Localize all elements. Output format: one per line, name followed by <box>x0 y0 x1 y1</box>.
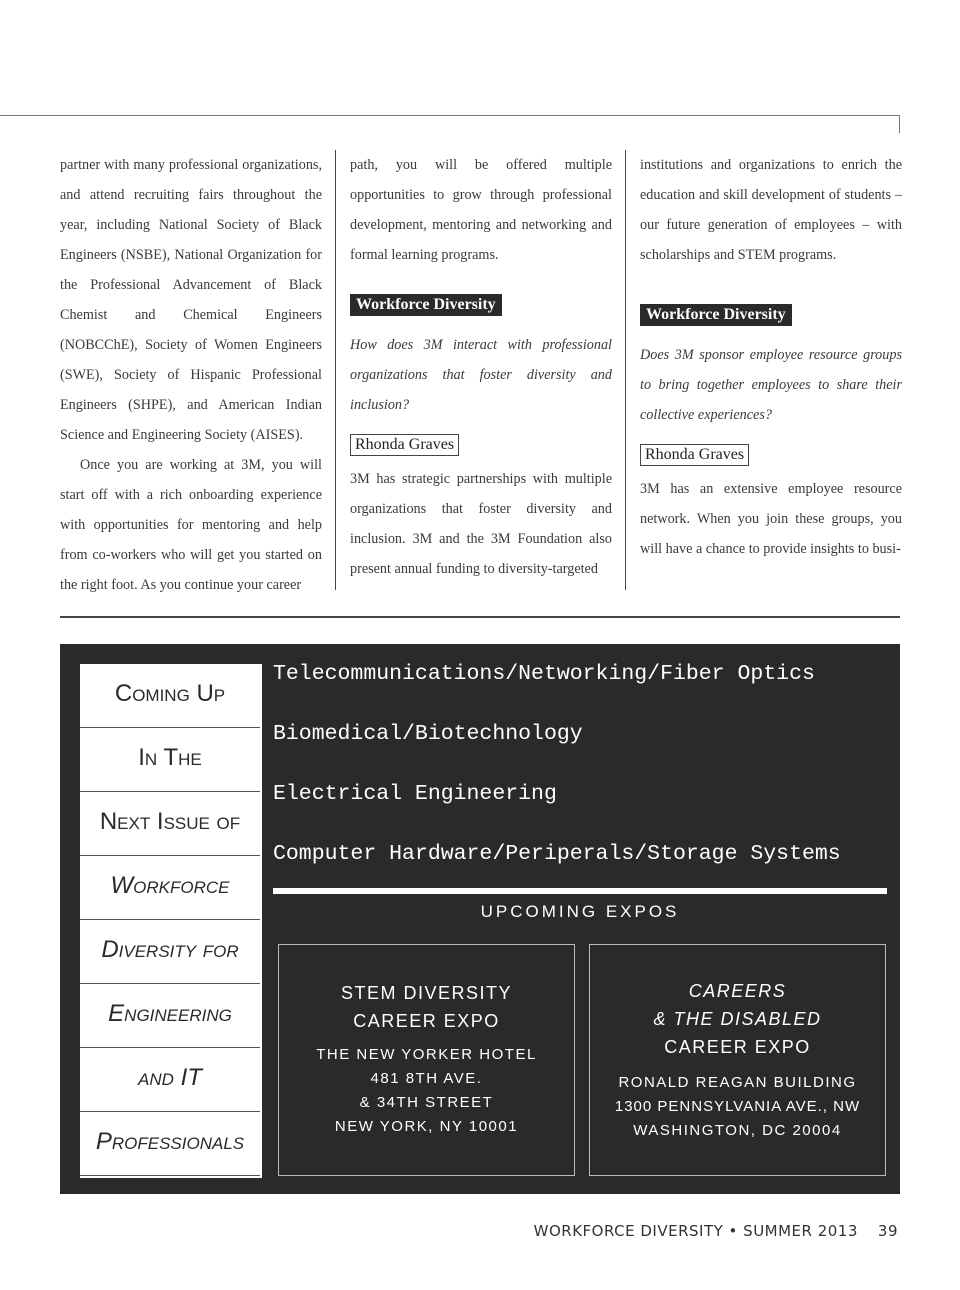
page-number: 39 <box>877 1222 898 1240</box>
top-rule-tick <box>899 115 900 133</box>
coming-up-line: Engineering <box>80 984 260 1048</box>
footer-title: WORKFORCE DIVERSITY • SUMMER 2013 <box>533 1222 858 1240</box>
col3-paragraph-1: institutions and organizations to enrich the education and skill development of students – our future generation of employees – with scholarships and STEM programs. <box>640 157 902 263</box>
interview-answer: 3M has an extensive employee resource network. When you join these groups, you will have a chance to provide insights to busi- <box>640 481 902 557</box>
topic-item: Electrical Engineering <box>273 782 557 806</box>
expo-box-careers-disabled <box>589 944 886 1176</box>
expo-box-stem <box>278 944 575 1176</box>
topic-item: Telecommunications/Networking/Fiber Optics <box>273 662 815 686</box>
topic-item: Biomedical/Biotechnology <box>273 722 583 746</box>
column-divider-2 <box>625 150 626 590</box>
expo-address: RONALD REAGAN BUILDING <box>618 1074 857 1091</box>
expo-name: ABLED <box>754 1009 822 1029</box>
page-footer <box>534 1222 898 1240</box>
section-tag: Workforce Diversity <box>640 304 792 326</box>
topic-item: Computer Hardware/Periperals/Storage Systems <box>273 842 841 866</box>
section-rule <box>60 616 900 618</box>
upcoming-expos-title: UPCOMING EXPOS <box>480 902 680 921</box>
coming-up-line: and IT <box>80 1048 260 1112</box>
expo-address: & 34TH STREET <box>359 1094 494 1111</box>
column-divider-1 <box>335 150 336 590</box>
col1-paragraph-1: partner with many professional organizations, and attend recruiting fairs throughout the year, including National Society of Black Engineers (NSBE), National Organization for the Professional Advancement of Black Chemist and Chemical Engineers (NOBCChE), Society of Women Engineers (SWE), Society of Hispanic Professional Engineers (SHPE), and American Indian Science and Engineering Society (AISES). <box>60 157 322 443</box>
coming-up-line: Coming Up <box>80 664 260 728</box>
divider-bar <box>273 888 887 894</box>
interview-answer: 3M has strategic partnerships with multiple organizations that foster diversity and inclusion. 3M and the 3M Foundation also present annual funding to diversity-targeted <box>350 471 612 577</box>
interview-question: How does 3M interact with professional organizations that foster diversity and inclusion? <box>350 337 612 413</box>
section-tag: Workforce Diversity <box>350 294 502 316</box>
coming-up-box <box>80 664 262 1178</box>
expo-name: CAREER EXPO <box>664 1037 811 1057</box>
article-column-3 <box>640 150 902 564</box>
interview-question: Does 3M sponsor employee resource groups to bring together employees to share their collective experiences? <box>640 347 902 423</box>
speaker-tag: Rhonda Graves <box>640 444 749 466</box>
expo-name: STEM DIVERSITY <box>340 983 513 1003</box>
expo-name: & THE DIS <box>653 1009 755 1029</box>
article-column-1 <box>60 150 322 600</box>
coming-up-panel <box>60 644 900 1194</box>
expo-name: CAREER EXPO <box>353 1011 500 1031</box>
expo-name: CAREERS <box>688 981 787 1001</box>
coming-up-line: In The <box>80 728 260 792</box>
expo-address: NEW YORK, NY 10001 <box>334 1118 519 1135</box>
expo-address: WASHINGTON, DC 20004 <box>633 1122 842 1139</box>
coming-up-line: Professionals <box>80 1112 260 1176</box>
col2-paragraph-1: path, you will be offered multiple opportunities to grow through professional development, mentoring and networking and formal learning programs. <box>350 157 612 263</box>
coming-up-line: Next Issue of <box>80 792 260 856</box>
col1-paragraph-2: Once you are working at 3M, you will start off with a rich onboarding experience with opportunities for mentoring and help from co-workers who will get you started on the right foot. As you continue your career <box>60 457 322 593</box>
expo-address: THE NEW YORKER HOTEL <box>316 1046 537 1063</box>
speaker-tag: Rhonda Graves <box>350 434 459 456</box>
expo-address: 1300 PENNSYLVANIA AVE., NW <box>614 1098 861 1115</box>
coming-up-line: Diversity for <box>80 920 260 984</box>
top-rule <box>0 115 900 116</box>
expo-address: 481 8TH AVE. <box>370 1070 483 1087</box>
coming-up-line: Workforce <box>80 856 260 920</box>
article-column-2 <box>350 150 612 584</box>
